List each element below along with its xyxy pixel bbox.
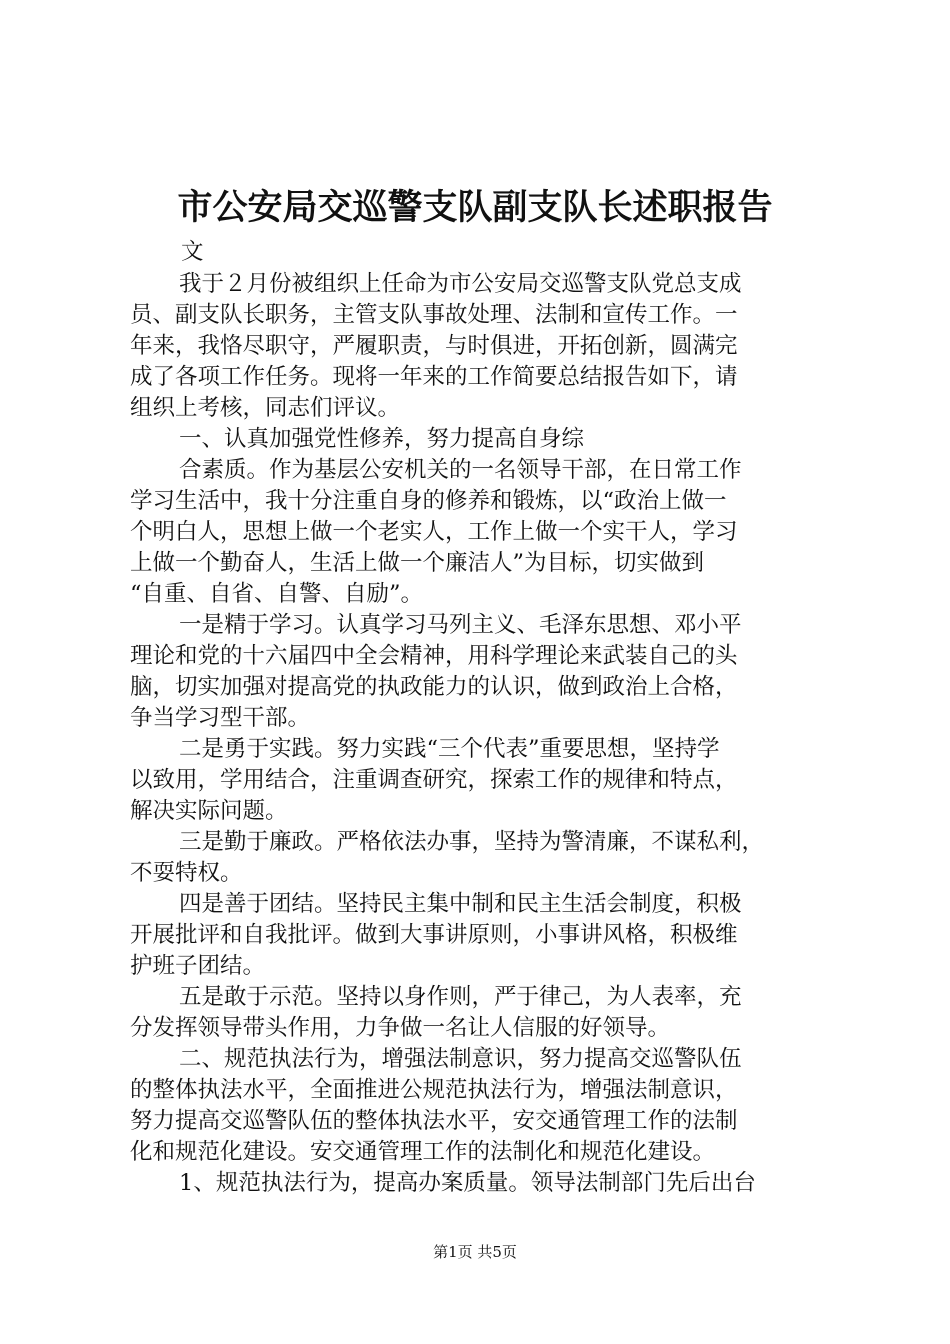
text-line: 成了各项工作任务。现将一年来的工作简要总结报告如下，请 [130, 364, 738, 390]
text-line: 理论和党的十六届四中全会精神，用科学理论来武装自己的头 [130, 643, 738, 669]
text-line: 二是勇于实践。努力实践“三个代表”重要思想，坚持学 [179, 736, 720, 762]
text-line: 不耍特权。 [130, 860, 243, 886]
text-line: 合素质。作为基层公安机关的一名领导干部，在日常工作 [179, 457, 742, 483]
text-line: 解决实际问题。 [130, 798, 288, 824]
text-line: 以致用，学用结合，注重调查研究，探索工作的规律和特点， [130, 767, 738, 793]
text-line: 四是善于团结。坚持民主集中制和民主生活会制度，积极 [179, 891, 742, 917]
text-line: 年来，我恪尽职守，严履职责，与时俱进，开拓创新，圆满完 [130, 333, 738, 359]
text-line: 争当学习型干部。 [130, 705, 311, 731]
document-title: 市公安局交巡警支队副支队长述职报告 [177, 187, 773, 228]
text-line: 我于２月份被组织上任命为市公安局交巡警支队党总支成 [179, 271, 742, 297]
text-line: 三是勤于廉政。严格依法办事，坚持为警清廉，不谋私利， [179, 829, 765, 855]
page-footer: 第1页 共5页 [433, 1243, 517, 1261]
text-line: 分发挥领导带头作用，力争做一名让人信服的好领导。 [130, 1015, 671, 1041]
section-heading: 二、规范执法行为，增强法制意识，努力提高交巡警队伍 [179, 1046, 742, 1072]
text-line: 1、规范执法行为，提高办案质量。领导法制部门先后出台 [179, 1170, 756, 1196]
text-line: “自重、自省、自警、自励”。 [130, 581, 424, 607]
text-line: 员、副支队长职务，主管支队事故处理、法制和宣传工作。一 [130, 302, 738, 328]
text-line: 个明白人，思想上做一个老实人，工作上做一个实干人，学习 [130, 519, 738, 545]
text-line: 一是精于学习。认真学习马列主义、毛泽东思想、邓小平 [179, 612, 742, 638]
text-line: 护班子团结。 [130, 953, 266, 979]
text-line: 组织上考核，同志们评议。 [130, 395, 401, 421]
text-line: 开展批评和自我批评。做到大事讲原则，小事讲风格，积极维 [130, 922, 738, 948]
text-line: 文 [181, 239, 204, 265]
text-line: 上做一个勤奋人，生活上做一个廉洁人”为目标，切实做到 [130, 550, 705, 576]
text-line: 五是敢于示范。坚持以身作则，严于律己，为人表率，充 [179, 984, 742, 1010]
text-line: 脑，切实加强对提高党的执政能力的认识，做到政治上合格， [130, 674, 738, 700]
text-line: 努力提高交巡警队伍的整体执法水平，安交通管理工作的法制 [130, 1108, 738, 1134]
section-heading: 一、认真加强党性修养，努力提高自身综 [179, 426, 585, 452]
text-line: 学习生活中，我十分注重自身的修养和锻炼，以“政治上做一 [130, 488, 727, 514]
text-line: 化和规范化建设。安交通管理工作的法制化和规范化建设。 [130, 1139, 716, 1165]
text-line: 的整体执法水平，全面推进公规范执法行为，增强法制意识， [130, 1077, 738, 1103]
